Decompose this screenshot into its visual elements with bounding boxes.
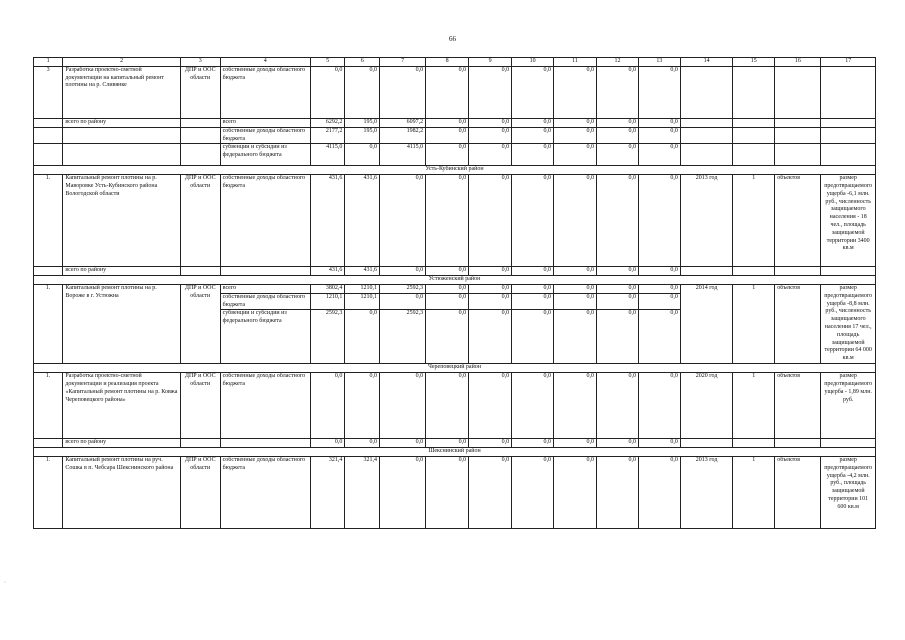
table-cell: 0,0 <box>426 144 469 166</box>
table-cell: 6292,2 <box>310 118 345 127</box>
table-cell: 2177,2 <box>310 127 345 144</box>
table-cell: 0,0 <box>554 310 597 364</box>
table-cell: Капитальный ремонт плотины на р. Вороже в г. Устюжна <box>63 284 180 363</box>
district-name: Череповецкий район <box>34 364 876 373</box>
table-cell <box>680 439 732 448</box>
table-cell: ДПР и ООС области <box>180 373 220 439</box>
table-cell: 3 <box>34 66 63 118</box>
table-cell <box>821 118 876 127</box>
table-cell: 0,0 <box>345 144 380 166</box>
table-cell: 0,0 <box>554 373 597 439</box>
table-cell: 0,0 <box>469 144 512 166</box>
table-cell: 1. <box>34 284 63 363</box>
table-cell: 0,0 <box>426 118 469 127</box>
table-cell <box>775 144 821 166</box>
table-cell: субвенции и субсидии из федерального бюджета <box>220 310 310 364</box>
table-cell: 1210,1 <box>310 293 345 310</box>
table-cell <box>180 439 220 448</box>
column-number: 7 <box>380 58 426 67</box>
table-cell <box>733 66 775 118</box>
table-cell: 0,0 <box>426 293 469 310</box>
table-cell: 0,0 <box>638 175 680 267</box>
table-cell: собственные доходы областного бюджета <box>220 373 310 439</box>
table-cell: 0,0 <box>597 175 639 267</box>
table-cell: 0,0 <box>597 456 639 528</box>
table-cell: 2592,3 <box>380 310 426 364</box>
table-cell: 0,0 <box>512 118 554 127</box>
table-cell: Разработка проектно-сметной документации на капитальный ремонт плотины на р. Сливянке <box>63 66 180 118</box>
table-cell <box>180 127 220 144</box>
table-cell <box>680 267 732 276</box>
page-number: 66 <box>449 35 456 43</box>
table-cell <box>180 118 220 127</box>
table-cell: 0,0 <box>380 267 426 276</box>
table-cell: 0,0 <box>380 293 426 310</box>
table-cell <box>775 267 821 276</box>
table-cell: 2020 год <box>680 373 732 439</box>
table-cell: 2592,3 <box>380 284 426 293</box>
table-cell: 0,0 <box>469 310 512 364</box>
table-cell: 0,0 <box>554 118 597 127</box>
table-cell: 0,0 <box>638 373 680 439</box>
table-cell: 2013 год <box>680 456 732 528</box>
table-cell <box>733 118 775 127</box>
table-cell: размер предотвращаемого ущерба -4,2 млн. руб., площадь защищаемой территории 101 600 кв.м <box>821 456 876 528</box>
table-cell <box>733 267 775 276</box>
district-name: Шекснинский район <box>34 448 876 457</box>
table-cell: 0,0 <box>426 310 469 364</box>
table-cell <box>34 118 63 127</box>
table-cell: 0,0 <box>380 439 426 448</box>
table-cell <box>775 127 821 144</box>
table-cell: 0,0 <box>597 66 639 118</box>
table-cell: собственные доходы областного бюджета <box>220 456 310 528</box>
table-cell: 0,0 <box>554 66 597 118</box>
table-cell: 0,0 <box>469 373 512 439</box>
table-cell <box>821 66 876 118</box>
column-number: 6 <box>345 58 380 67</box>
district-row <box>34 448 876 457</box>
table-cell: 0,0 <box>638 118 680 127</box>
table-cell: всего по району <box>63 118 180 127</box>
district-row <box>34 364 876 373</box>
table-cell <box>680 127 732 144</box>
table-cell <box>680 66 732 118</box>
table-cell: 0,0 <box>469 439 512 448</box>
table-cell: 0,0 <box>469 293 512 310</box>
table-cell: размер предотвращаемого ущерба - 1,89 млн. руб. <box>821 373 876 439</box>
table-cell: 0,0 <box>554 293 597 310</box>
table-cell: 0,0 <box>310 439 345 448</box>
table-cell: 0,0 <box>512 284 554 293</box>
table-row <box>34 175 876 267</box>
table-cell: Разработка проектно-сметной документации и реализация проекта «Капитальный ремонт плотины на р. Ковжа Череповецкого района» <box>63 373 180 439</box>
table-cell <box>34 439 63 448</box>
table-cell: 0,0 <box>345 66 380 118</box>
table-cell: 321,4 <box>345 456 380 528</box>
district-total-row <box>34 267 876 276</box>
district-row <box>34 166 876 175</box>
table-row <box>34 144 876 166</box>
table-cell: 0,0 <box>469 175 512 267</box>
table-cell: 0,0 <box>638 66 680 118</box>
table-cell <box>220 267 310 276</box>
table-cell: ДПР и ООС области <box>180 66 220 118</box>
column-number: 16 <box>775 58 821 67</box>
table-cell: 0,0 <box>426 456 469 528</box>
table-cell: 0,0 <box>512 267 554 276</box>
table-cell <box>821 267 876 276</box>
column-number: 11 <box>554 58 597 67</box>
table-cell: 0,0 <box>554 267 597 276</box>
column-number-row <box>34 58 876 67</box>
table-cell: 1. <box>34 175 63 267</box>
table-cell: ДПР и ООС области <box>180 456 220 528</box>
table-cell: 0,0 <box>380 66 426 118</box>
table-cell: собственные доходы областного бюджета <box>220 293 310 310</box>
table-cell: размер предотвращаемого ущерба -8,8 млн. руб., численность защищаемого населения 17 чел., площадь защищаемой территории 64 000 кв.м <box>821 284 876 363</box>
table-cell: 0,0 <box>380 175 426 267</box>
table-cell: 0,0 <box>597 118 639 127</box>
table-cell: 0,0 <box>554 127 597 144</box>
table-cell: ДПР и ООС области <box>180 284 220 363</box>
table-cell: 0,0 <box>512 373 554 439</box>
table-cell: 195,0 <box>345 118 380 127</box>
table-cell <box>34 127 63 144</box>
table-cell: 431,6 <box>345 175 380 267</box>
table-cell: 0,0 <box>380 456 426 528</box>
table-cell: 0,0 <box>512 66 554 118</box>
table-cell: 0,0 <box>554 175 597 267</box>
table-cell: 0,0 <box>426 439 469 448</box>
table-cell: 0,0 <box>426 267 469 276</box>
table-cell: 1 <box>733 284 775 363</box>
table-cell: 0,0 <box>310 66 345 118</box>
table-row <box>34 118 876 127</box>
table-cell: 0,0 <box>597 127 639 144</box>
table-cell <box>733 127 775 144</box>
table-cell <box>180 144 220 166</box>
table-cell: 0,0 <box>638 456 680 528</box>
table-cell: ДПР и ООС области <box>180 175 220 267</box>
table-cell: 0,0 <box>469 66 512 118</box>
table-cell: собственные доходы областного бюджета <box>220 127 310 144</box>
table-cell: 1982,2 <box>380 127 426 144</box>
table-cell: 0,0 <box>554 456 597 528</box>
table-cell: 0,0 <box>512 439 554 448</box>
column-number: 12 <box>597 58 639 67</box>
table-cell: 0,0 <box>638 267 680 276</box>
district-name: Усть-Кубинский район <box>34 166 876 175</box>
table-cell: 0,0 <box>426 66 469 118</box>
table-cell: объектов <box>775 284 821 363</box>
table-cell <box>775 439 821 448</box>
table-cell: 0,0 <box>469 456 512 528</box>
table-cell <box>34 267 63 276</box>
column-number: 17 <box>821 58 876 67</box>
table-cell: 0,0 <box>345 373 380 439</box>
table-cell: 0,0 <box>597 310 639 364</box>
table-row <box>34 127 876 144</box>
column-number: 15 <box>733 58 775 67</box>
table-cell: 431,6 <box>345 267 380 276</box>
table-cell: 431,6 <box>310 267 345 276</box>
table-cell: всего <box>220 118 310 127</box>
table-cell: 0,0 <box>345 439 380 448</box>
table-cell <box>34 144 63 166</box>
table-cell: 0,0 <box>469 284 512 293</box>
table-cell: всего по району <box>63 267 180 276</box>
table-cell: 2013 год <box>680 175 732 267</box>
table-cell: 0,0 <box>638 284 680 293</box>
table-cell <box>680 118 732 127</box>
table-cell: объектов <box>775 373 821 439</box>
table-cell: 0,0 <box>469 127 512 144</box>
table-cell: 0,0 <box>554 144 597 166</box>
column-number: 14 <box>680 58 732 67</box>
table-cell: 1. <box>34 456 63 528</box>
table-cell: 0,0 <box>638 310 680 364</box>
district-name: Устюженский район <box>34 276 876 285</box>
table-cell: 0,0 <box>426 127 469 144</box>
table-cell: 0,0 <box>512 310 554 364</box>
table-cell: 1. <box>34 373 63 439</box>
table-cell: объектов <box>775 175 821 267</box>
table-cell <box>63 127 180 144</box>
table-cell: 4115,0 <box>380 144 426 166</box>
table-cell <box>180 267 220 276</box>
table-cell: 1 <box>733 456 775 528</box>
column-number: 4 <box>220 58 310 67</box>
table-cell: 0,0 <box>597 267 639 276</box>
table-cell: всего по району <box>63 439 180 448</box>
column-number: 5 <box>310 58 345 67</box>
table-cell <box>775 66 821 118</box>
table-cell: Капитальный ремонт плотины на руч. Сошка в п. Чебсара Шекснинского района <box>63 456 180 528</box>
table-cell: 0,0 <box>469 267 512 276</box>
table-cell: 0,0 <box>554 284 597 293</box>
table-cell: 0,0 <box>638 293 680 310</box>
district-total-row <box>34 439 876 448</box>
table-cell: 0,0 <box>597 293 639 310</box>
table-cell: 0,0 <box>380 373 426 439</box>
table-cell: 431,6 <box>310 175 345 267</box>
table-cell: 0,0 <box>469 118 512 127</box>
table-cell: собственные доходы областного бюджета <box>220 66 310 118</box>
table-cell: 0,0 <box>512 456 554 528</box>
table-cell <box>733 439 775 448</box>
table-cell: 2014 год <box>680 284 732 363</box>
table-cell: 4115,0 <box>310 144 345 166</box>
table-cell: 0,0 <box>638 144 680 166</box>
program-table <box>33 57 876 529</box>
table-cell: 195,0 <box>345 127 380 144</box>
column-number: 3 <box>180 58 220 67</box>
table-cell: 0,0 <box>426 373 469 439</box>
table-cell: 0,0 <box>310 373 345 439</box>
table-cell: объектов <box>775 456 821 528</box>
table-cell: 0,0 <box>512 293 554 310</box>
table-cell: 1 <box>733 373 775 439</box>
table-cell: 0,0 <box>512 127 554 144</box>
column-number: 1 <box>34 58 63 67</box>
table-cell <box>821 127 876 144</box>
table-cell: 0,0 <box>426 175 469 267</box>
table-row <box>34 284 876 293</box>
table-cell: 0,0 <box>597 373 639 439</box>
table-cell: Капитальный ремонт плотины на р. Маворовке Усть-Кубинского района Вологодской области <box>63 175 180 267</box>
column-number: 13 <box>638 58 680 67</box>
table-cell <box>775 118 821 127</box>
table-cell: 3802,4 <box>310 284 345 293</box>
table-cell <box>733 144 775 166</box>
table-cell <box>821 144 876 166</box>
table-row <box>34 66 876 118</box>
table-cell: 0,0 <box>554 439 597 448</box>
table-cell: собственные доходы областного бюджета <box>220 175 310 267</box>
table-cell: 0,0 <box>512 144 554 166</box>
table-cell <box>220 439 310 448</box>
table-cell <box>63 144 180 166</box>
table-cell: 321,4 <box>310 456 345 528</box>
table-cell: 0,0 <box>597 144 639 166</box>
table-cell: 0,0 <box>426 284 469 293</box>
table-cell <box>680 144 732 166</box>
column-number: 9 <box>469 58 512 67</box>
table-cell: 2592,3 <box>310 310 345 364</box>
column-number: 10 <box>512 58 554 67</box>
table-cell: 0,0 <box>345 310 380 364</box>
district-row <box>34 276 876 285</box>
edge-mark: · <box>4 580 6 586</box>
table-cell: размер предотвращаемого ущерба -6,1 млн. руб., численность защищаемого населения - 18 чел., площадь защищаемой территории 3400 кв.м <box>821 175 876 267</box>
table-cell: субвенции и субсидии из федерального бюджета <box>220 144 310 166</box>
table-row <box>34 456 876 528</box>
table-row <box>34 373 876 439</box>
table-cell <box>821 439 876 448</box>
table-cell: 0,0 <box>638 127 680 144</box>
table-cell: всего <box>220 284 310 293</box>
table-cell: 1210,1 <box>345 284 380 293</box>
table-cell: 0,0 <box>597 284 639 293</box>
table-cell: 6097,2 <box>380 118 426 127</box>
table-cell: 1210,1 <box>345 293 380 310</box>
column-number: 2 <box>63 58 180 67</box>
table-cell: 1 <box>733 175 775 267</box>
table-cell: 0,0 <box>512 175 554 267</box>
table-cell: 0,0 <box>638 439 680 448</box>
column-number: 8 <box>426 58 469 67</box>
table-cell: 0,0 <box>597 439 639 448</box>
